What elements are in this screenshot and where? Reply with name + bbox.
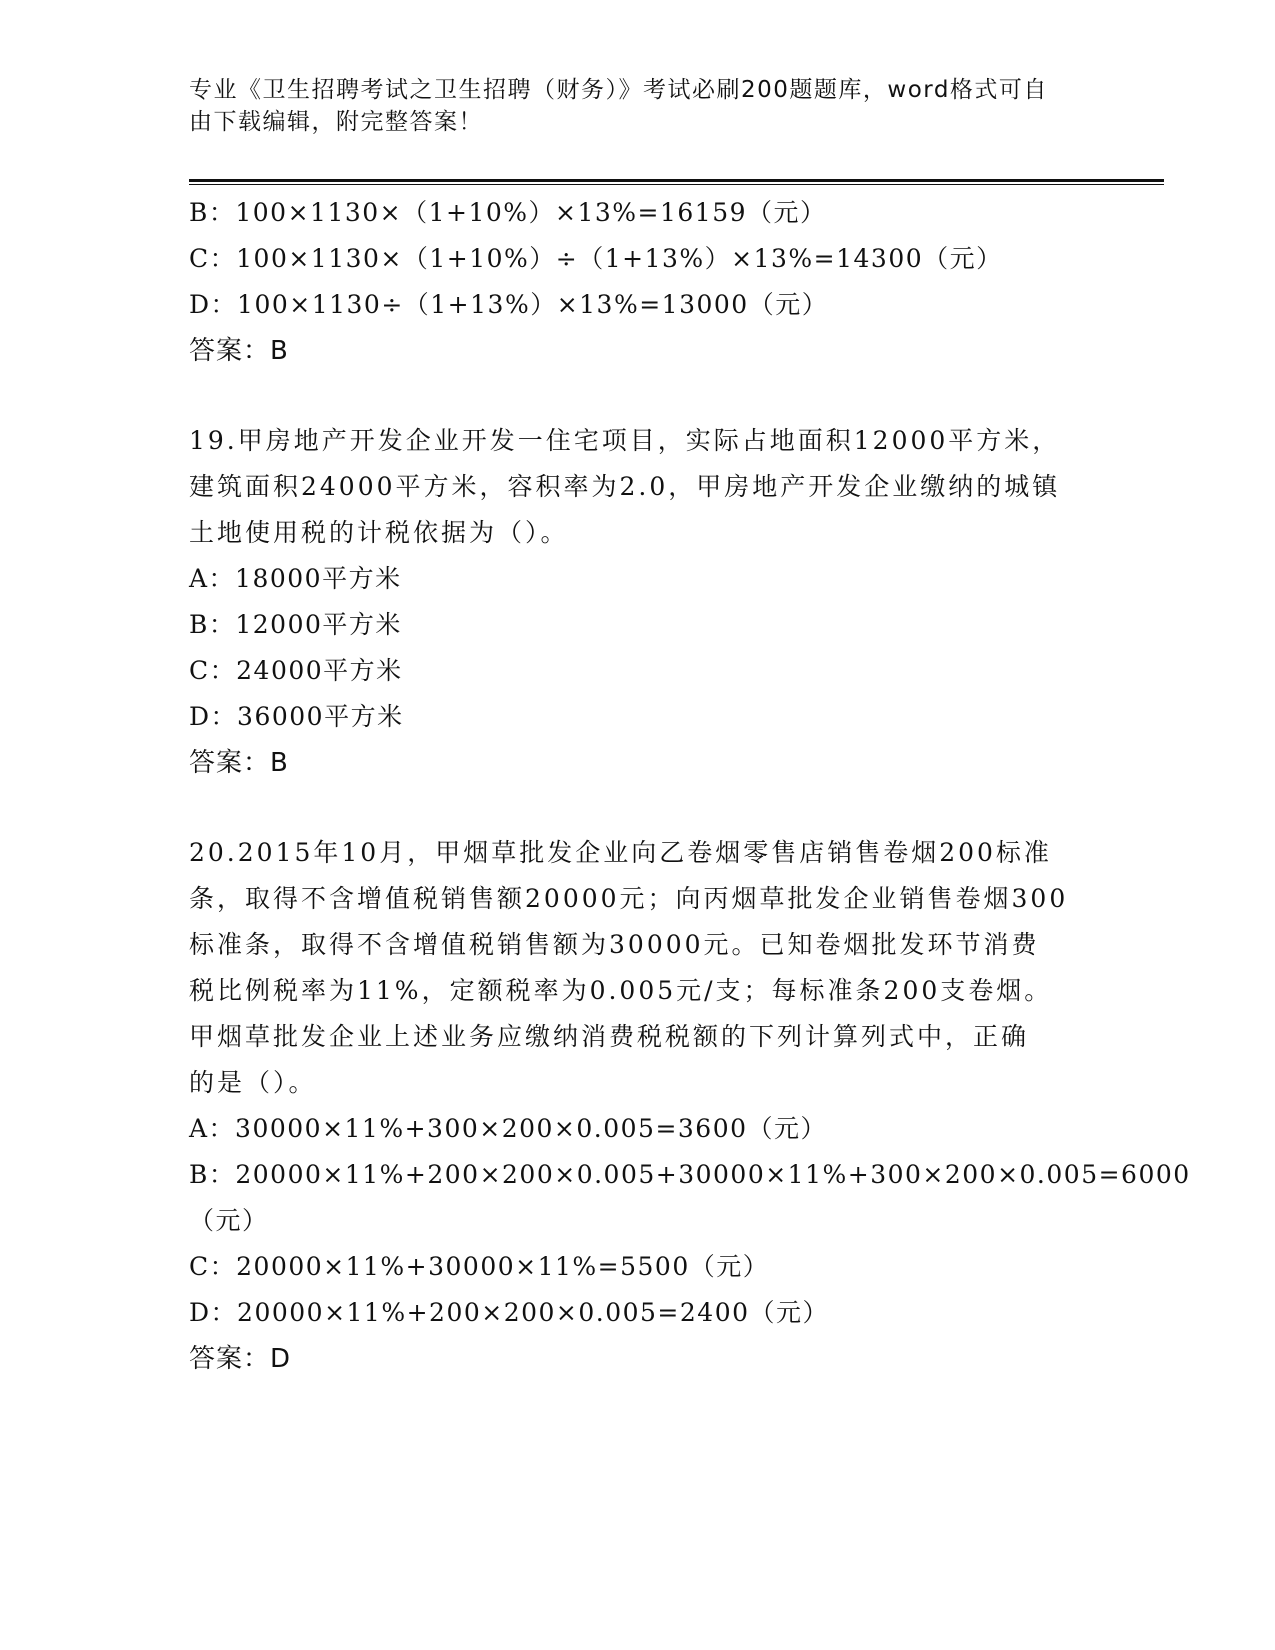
option-b: B：20000×11%+200×200×0.005+30000×11%+300×200×0.005=6000 [189,1160,1191,1189]
question-stem-line: 标准条，取得不含增值税销售额为30000元。已知卷烟批发环节消费 [189,930,1040,959]
question-19 [189,418,1089,786]
option-d: D：20000×11%+200×200×0.005=2400（元） [189,1298,830,1327]
questions-content [189,190,1191,1382]
spacer [189,374,1089,418]
question-20 [189,830,1191,1382]
answer-label: 答案：B [189,748,289,778]
answer-label: 答案：D [189,1344,292,1374]
previous-question [189,190,1089,374]
option-d: D：36000平方米 [189,702,404,731]
question-stem-line: 甲烟草批发企业上述业务应缴纳消费税税额的下列计算列式中，正确 [189,1022,1030,1051]
question-stem-line: 19.甲房地产开发企业开发一住宅项目，实际占地面积12000平方米， [189,426,1061,455]
option-b: B：12000平方米 [189,610,402,639]
option-b: B：100×1130×（1+10%）×13%=16159（元） [189,198,827,227]
header-divider-thick [189,179,1164,182]
page-header-title: 专业《卫生招聘考试之卫生招聘（财务）》考试必刷200题题库，word格式可自由下载编辑，附完整答案！ [189,77,1048,135]
question-stem-line: 税比例税率为11%，定额税率为0.005元/支；每标准条200支卷烟。 [189,976,1053,1005]
option-c: C：24000平方米 [189,656,403,685]
option-b-continued: （元） [189,1206,269,1235]
option-c: C：20000×11%+30000×11%=5500（元） [189,1252,770,1281]
option-c: C：100×1130×（1+10%）÷（1+13%）×13%=14300（元） [189,244,1003,273]
question-stem-line: 条，取得不含增值税销售额20000元；向丙烟草批发企业销售卷烟300 [189,884,1069,913]
answer-label: 答案：B [189,336,289,366]
spacer [189,786,1089,830]
question-stem-line: 建筑面积24000平方米，容积率为2.0，甲房地产开发企业缴纳的城镇 [189,472,1061,501]
option-a: A：18000平方米 [189,564,402,593]
question-stem-line: 20.2015年10月，甲烟草批发企业向乙卷烟零售店销售卷烟200标准 [189,838,1052,867]
header-divider-thin [189,184,1164,185]
question-stem-line: 的是（）。 [189,1068,317,1097]
question-stem-line: 土地使用税的计税依据为（）。 [189,518,569,547]
option-d: D：100×1130÷（1+13%）×13%=13000（元） [189,290,829,319]
option-a: A：30000×11%+300×200×0.005=3600（元） [189,1114,828,1143]
